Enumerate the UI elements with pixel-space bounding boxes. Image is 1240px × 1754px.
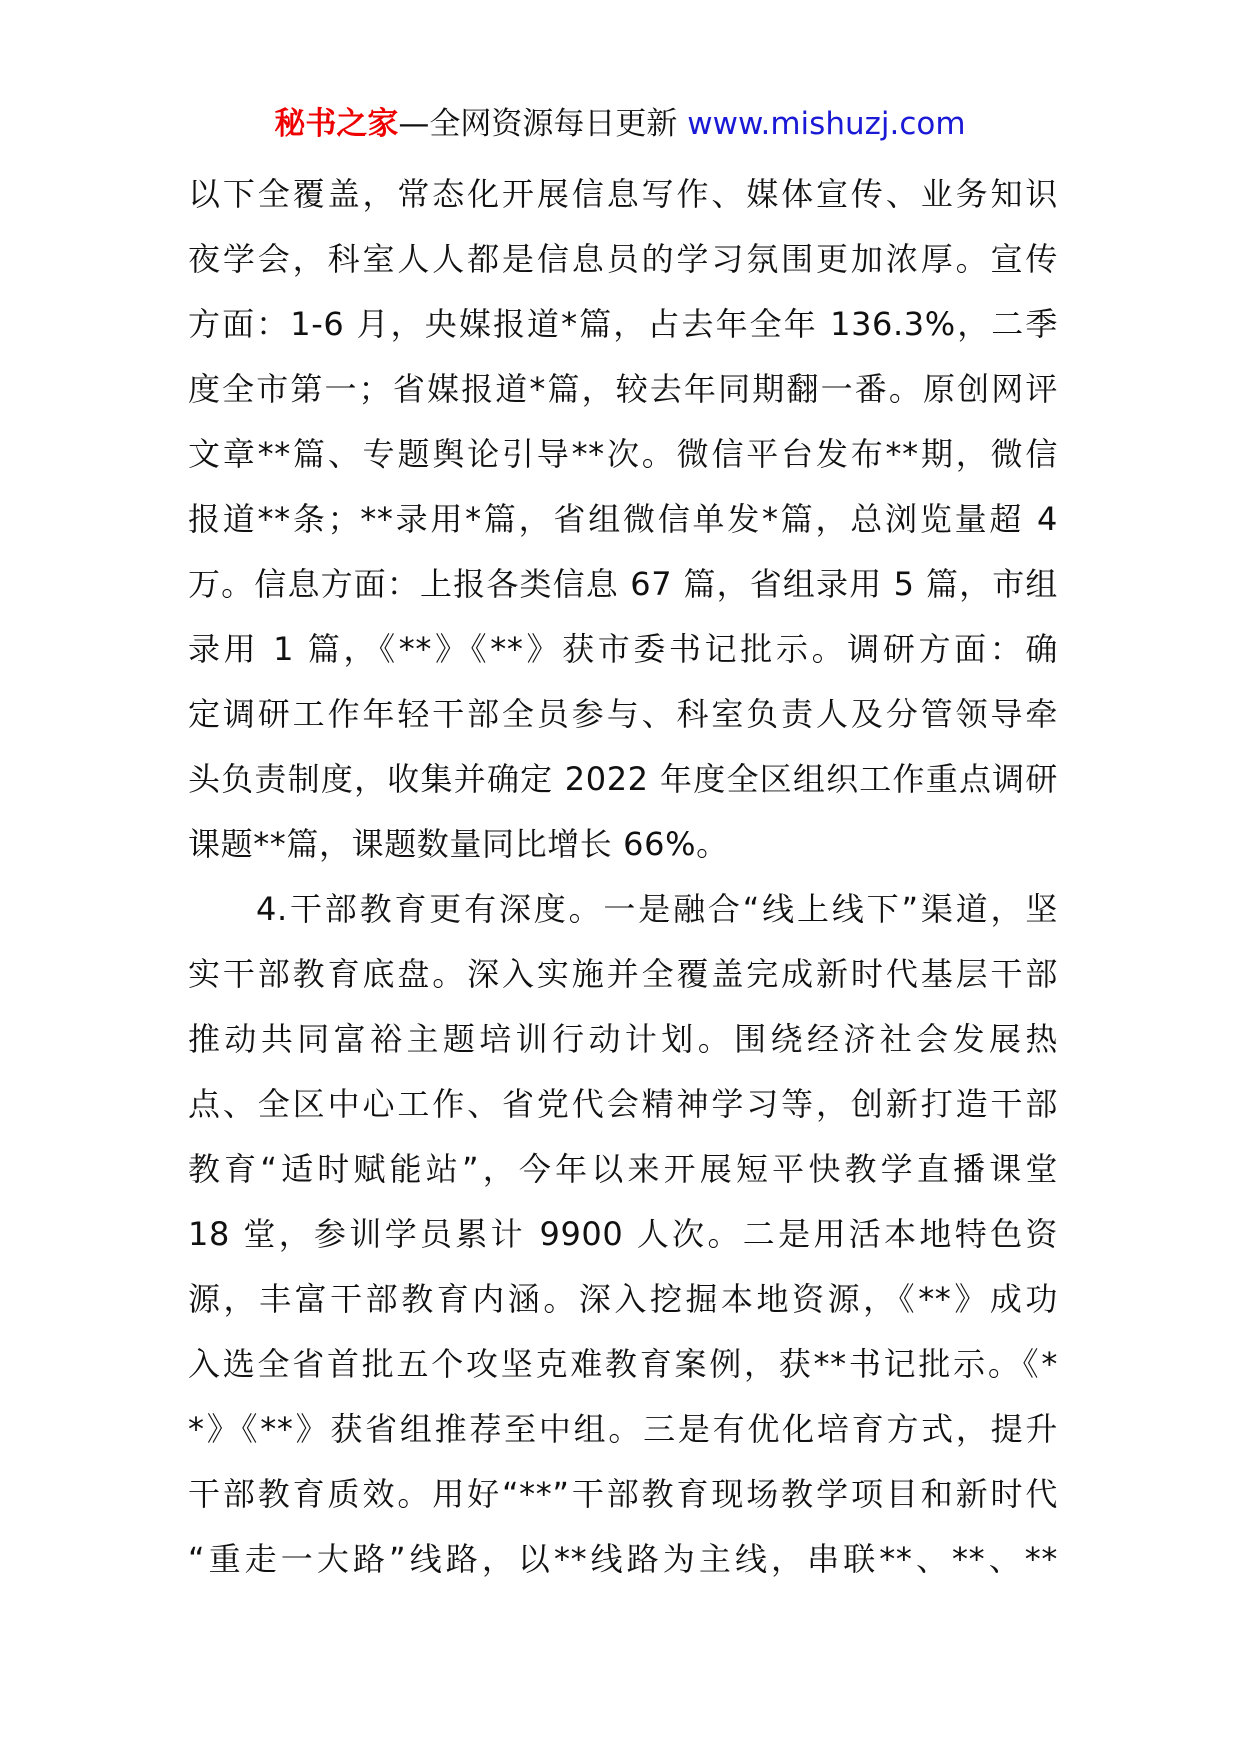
body-line: 录用 1 篇，《**》《**》获市委书记批示。调研方面：确	[188, 630, 1058, 668]
body-line: 18 堂，参训学员累计 9900 人次。二是用活本地特色资	[188, 1215, 1058, 1253]
body-line: 干部教育质效。用好“**”干部教育现场教学项目和新时代	[188, 1475, 1058, 1513]
site-brand: 秘书之家	[274, 106, 399, 142]
body-line: 以下全覆盖，常态化开展信息写作、媒体宣传、业务知识	[188, 175, 1058, 213]
body-line: 报道**条；**录用*篇，省组微信单发*篇，总浏览量超 4	[188, 500, 1058, 538]
body-line: 课题**篇，课题数量同比增长 66%。	[188, 825, 729, 863]
body-line: 头负责制度，收集并确定 2022 年度全区组织工作重点调研	[188, 760, 1058, 798]
header-tagline: —全网资源每日更新	[398, 106, 678, 142]
body-line: “重走一大路”线路，以**线路为主线，串联**、**、**	[188, 1540, 1058, 1578]
document-body	[188, 162, 1058, 1592]
site-url-link[interactable]: www.mishuzj.com	[687, 106, 966, 142]
body-line: 点、全区中心工作、省党代会精神学习等，创新打造干部	[188, 1085, 1058, 1123]
body-line: 定调研工作年轻干部全员参与、科室负责人及分管领导牵	[188, 695, 1058, 733]
body-line: 万。信息方面：上报各类信息 67 篇，省组录用 5 篇，市组	[188, 565, 1058, 603]
body-line: 实干部教育底盘。深入实施并全覆盖完成新时代基层干部	[188, 955, 1058, 993]
body-line: 文章**篇、专题舆论引导**次。微信平台发布**期，微信	[188, 435, 1058, 473]
body-line: 入选全省首批五个攻坚克难教育案例，获**书记批示。《*	[188, 1345, 1058, 1383]
body-line: 夜学会，科室人人都是信息员的学习氛围更加浓厚。宣传	[188, 240, 1058, 278]
page-header	[0, 104, 1240, 144]
body-line: 推动共同富裕主题培训行动计划。围绕经济社会发展热	[188, 1020, 1058, 1058]
body-line: 方面：1-6 月，央媒报道*篇，占去年全年 136.3%，二季	[188, 305, 1058, 343]
body-line: 度全市第一；省媒报道*篇，较去年同期翻一番。原创网评	[188, 370, 1058, 408]
body-line: *》《**》获省组推荐至中组。三是有优化培育方式，提升	[188, 1410, 1058, 1448]
body-line: 源，丰富干部教育内涵。深入挖掘本地资源，《**》成功	[188, 1280, 1058, 1318]
section-heading-line: 4.干部教育更有深度。一是融合“线上线下”渠道，坚	[256, 890, 1058, 928]
body-line: 教育“适时赋能站”，今年以来开展短平快教学直播课堂	[188, 1150, 1058, 1188]
